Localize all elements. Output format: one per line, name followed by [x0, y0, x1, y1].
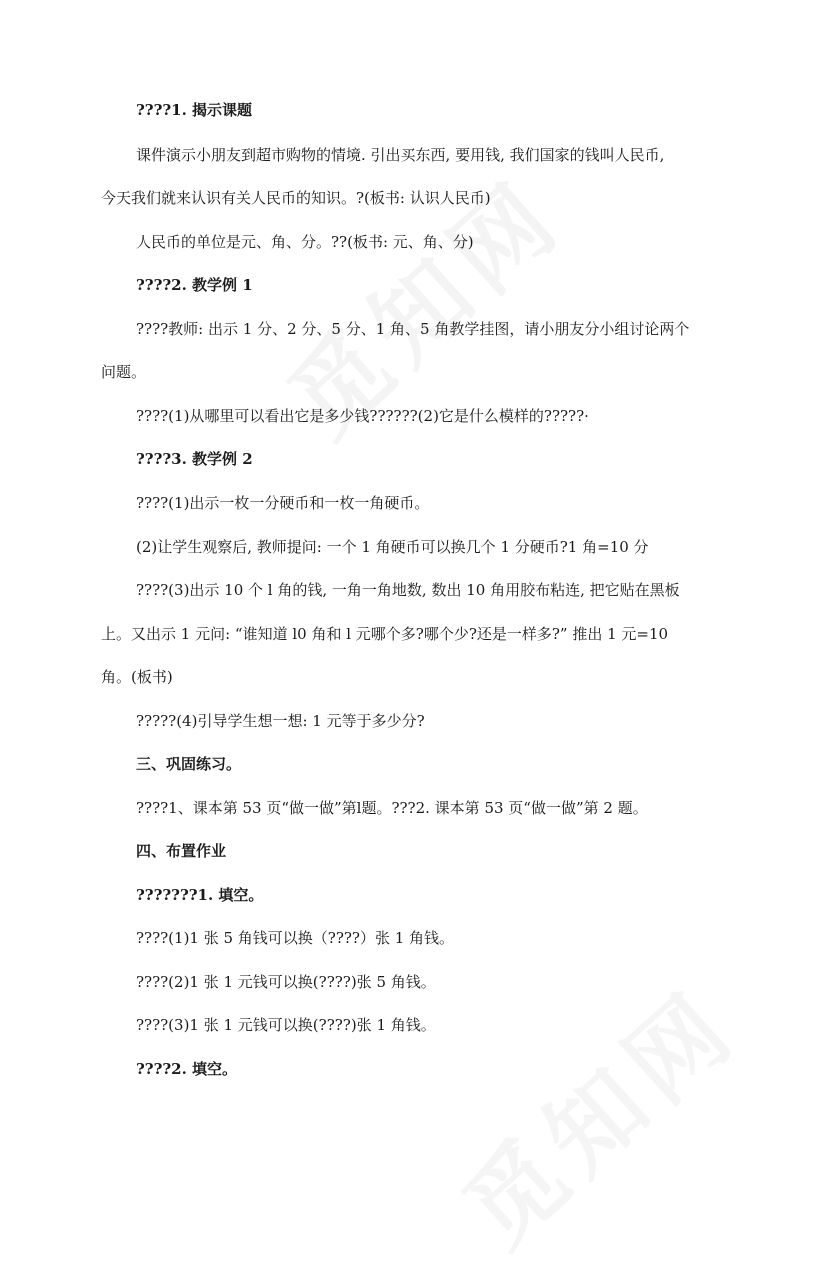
section-heading: ????3. 教学例 2 [136, 450, 253, 468]
section-heading: 三、巩固练习。 [136, 755, 242, 773]
paragraph-line: 上。又出示 1 元问: “谁知道 l0 角和 l 元哪个多?哪个少?还是一样多?” 推出 1 元=10 [101, 625, 669, 643]
paragraph-line: ?????(4)引导学生想一想: 1 元等于多少分? [136, 712, 425, 730]
paragraph-line: 课件演示小朋友到超市购物的情境. 引出买东西, 要用钱, 我们国家的钱叫人民币, [136, 146, 665, 164]
section-heading: ????2. 填空。 [136, 1060, 238, 1078]
paragraph-line: 今天我们就来认识有关人民币的知识。?(板书: 认识人民币) [101, 189, 491, 207]
section-heading: ???????1. 填空。 [136, 886, 264, 904]
paragraph-line: ????(3)出示 10 个 l 角的钱, 一角一角地数, 数出 10 角用胶布粘连, 把它贴在黑板 [136, 581, 680, 599]
paragraph-line: (2)让学生观察后, 教师提问: 一个 1 角硬币可以换几个 1 分硬币?1 角=10 分 [136, 538, 649, 556]
section-heading: ????2. 教学例 1 [136, 276, 253, 294]
paragraph-line: 人民币的单位是元、角、分。??(板书: 元、角、分) [136, 233, 474, 251]
paragraph-line: ????(1)1 张 5 角钱可以换（????）张 1 角钱。 [136, 929, 455, 947]
paragraph-line: ????教师: 出示 1 分、2 分、5 分、1 角、5 角教学挂图，请小朋友分小组讨论两个 [136, 320, 690, 338]
paragraph-line: ????(3)1 张 1 元钱可以换(????)张 1 角钱。 [136, 1016, 436, 1034]
paragraph-line: ????(1)出示一枚一分硬币和一枚一角硬币。 [136, 494, 430, 512]
paragraph-line: 角。(板书) [101, 668, 173, 686]
paragraph-line: 问题。 [101, 363, 147, 381]
section-heading: 四、布置作业 [136, 842, 227, 860]
paragraph-line: ????1、课本第 53 页“做一做”第l题。???2. 课本第 53 页“做一做”第 2 题。 [136, 799, 648, 817]
paragraph-line: ????(1)从哪里可以看出它是多少钱??????(2)它是什么模样的?????· [136, 407, 589, 425]
watermark [430, 953, 762, 1272]
paragraph-line: ????(2)1 张 1 元钱可以换(????)张 5 角钱。 [136, 973, 436, 991]
section-heading: ????1. 揭示课题 [136, 101, 253, 119]
